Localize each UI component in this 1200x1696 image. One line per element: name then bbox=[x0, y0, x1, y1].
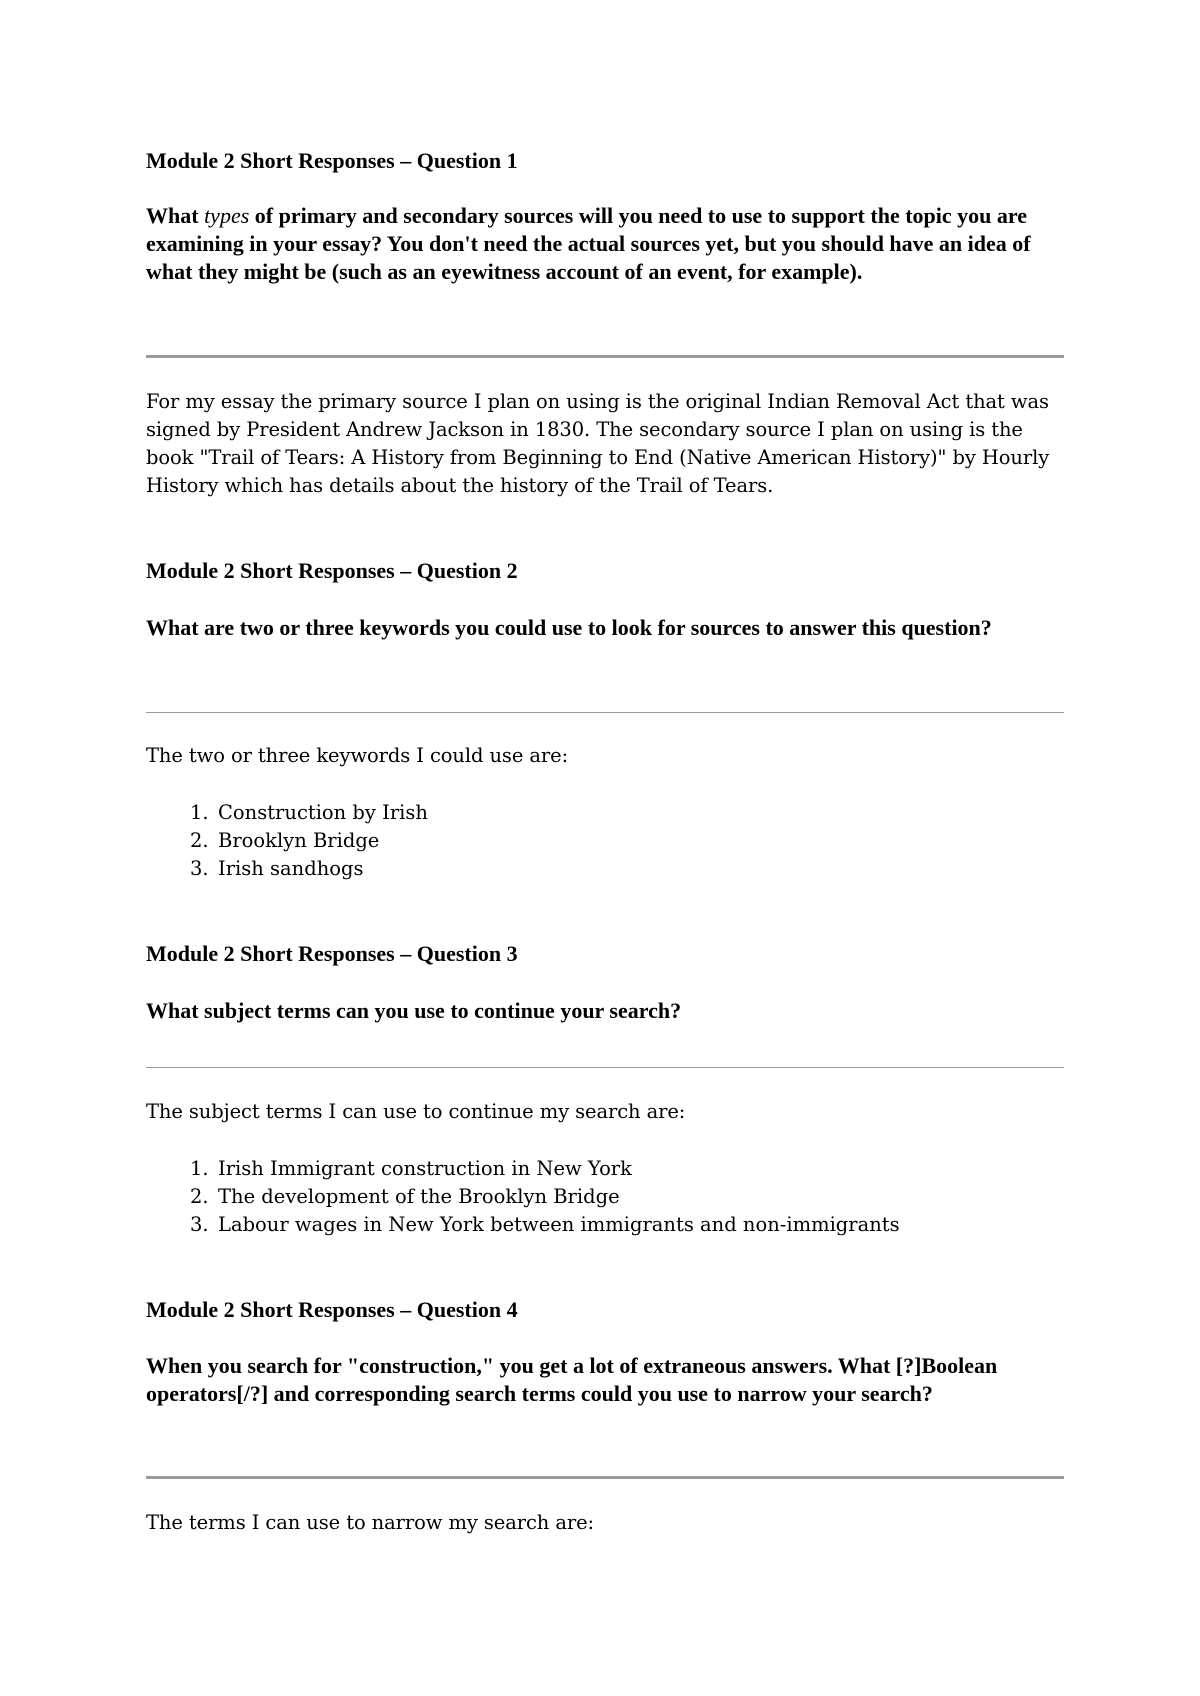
list-item-text: The development of the Brooklyn Bridge bbox=[218, 1185, 620, 1208]
list-item-text: Construction by Irish bbox=[218, 801, 428, 824]
list-item-number: 1. bbox=[190, 1157, 209, 1180]
list-item bbox=[146, 1211, 900, 1239]
question-1-answer: For my essay the primary source I plan on using is the original Indian Removal Act that was signed by President Andrew Jackson in 1830. The secondary source I plan on using is the book "Trail of Tears: A History from Beginning to End (Native American History)" by Hourly History which has details about the history of the Trail of Tears. bbox=[146, 390, 1050, 497]
question-1-heading: Module 2 Short Responses – Question 1 bbox=[146, 148, 518, 173]
question-4-prompt: When you search for "construction," you get a lot of extraneous answers. What [?]Boolean operators[/?] and corresponding search terms could you use to narrow your search? bbox=[146, 1353, 998, 1406]
question-1-divider bbox=[146, 355, 1064, 358]
question-3-heading: Module 2 Short Responses – Question 3 bbox=[146, 941, 518, 966]
list-item-text: Labour wages in New York between immigrants and non-immigrants bbox=[218, 1213, 900, 1236]
question-2-prompt: What are two or three keywords you could use to look for sources to answer this question? bbox=[146, 615, 992, 640]
question-1-prompt bbox=[146, 202, 1066, 286]
list-item-text: Irish Immigrant construction in New York bbox=[218, 1157, 632, 1180]
question-1-prompt-start: What bbox=[146, 203, 205, 228]
question-4-answer-intro: The terms I can use to narrow my search are: bbox=[146, 1511, 594, 1534]
question-3-answer-intro: The subject terms I can use to continue my search are: bbox=[146, 1100, 686, 1123]
question-3-subject-list bbox=[146, 1155, 900, 1239]
question-1-prompt-emphasis: types bbox=[204, 203, 250, 228]
list-item-text: Irish sandhogs bbox=[218, 857, 364, 880]
question-2-answer-intro: The two or three keywords I could use are: bbox=[146, 744, 569, 767]
list-item bbox=[146, 855, 428, 883]
list-item bbox=[146, 827, 428, 855]
list-item-number: 3. bbox=[190, 1213, 209, 1236]
question-2-divider bbox=[146, 712, 1064, 713]
question-3-divider bbox=[146, 1067, 1064, 1068]
question-1-prompt-rest: of primary and secondary sources will you need to use to support the topic you are examining in your essay? You don't need the actual sources yet, but you should have an idea of what they might be (such as an eyewitness account of an event, for example). bbox=[146, 203, 1031, 284]
list-item bbox=[146, 799, 428, 827]
list-item bbox=[146, 1183, 900, 1211]
question-4-heading: Module 2 Short Responses – Question 4 bbox=[146, 1297, 518, 1322]
list-item-text: Brooklyn Bridge bbox=[218, 829, 380, 852]
question-3-prompt: What subject terms can you use to continue your search? bbox=[146, 998, 682, 1023]
list-item-number: 2. bbox=[190, 829, 209, 852]
question-4-divider bbox=[146, 1476, 1064, 1479]
list-item-number: 1. bbox=[190, 801, 209, 824]
list-item bbox=[146, 1155, 900, 1183]
list-item-number: 3. bbox=[190, 857, 209, 880]
question-2-keyword-list bbox=[146, 799, 428, 883]
question-2-heading: Module 2 Short Responses – Question 2 bbox=[146, 558, 518, 583]
list-item-number: 2. bbox=[190, 1185, 209, 1208]
